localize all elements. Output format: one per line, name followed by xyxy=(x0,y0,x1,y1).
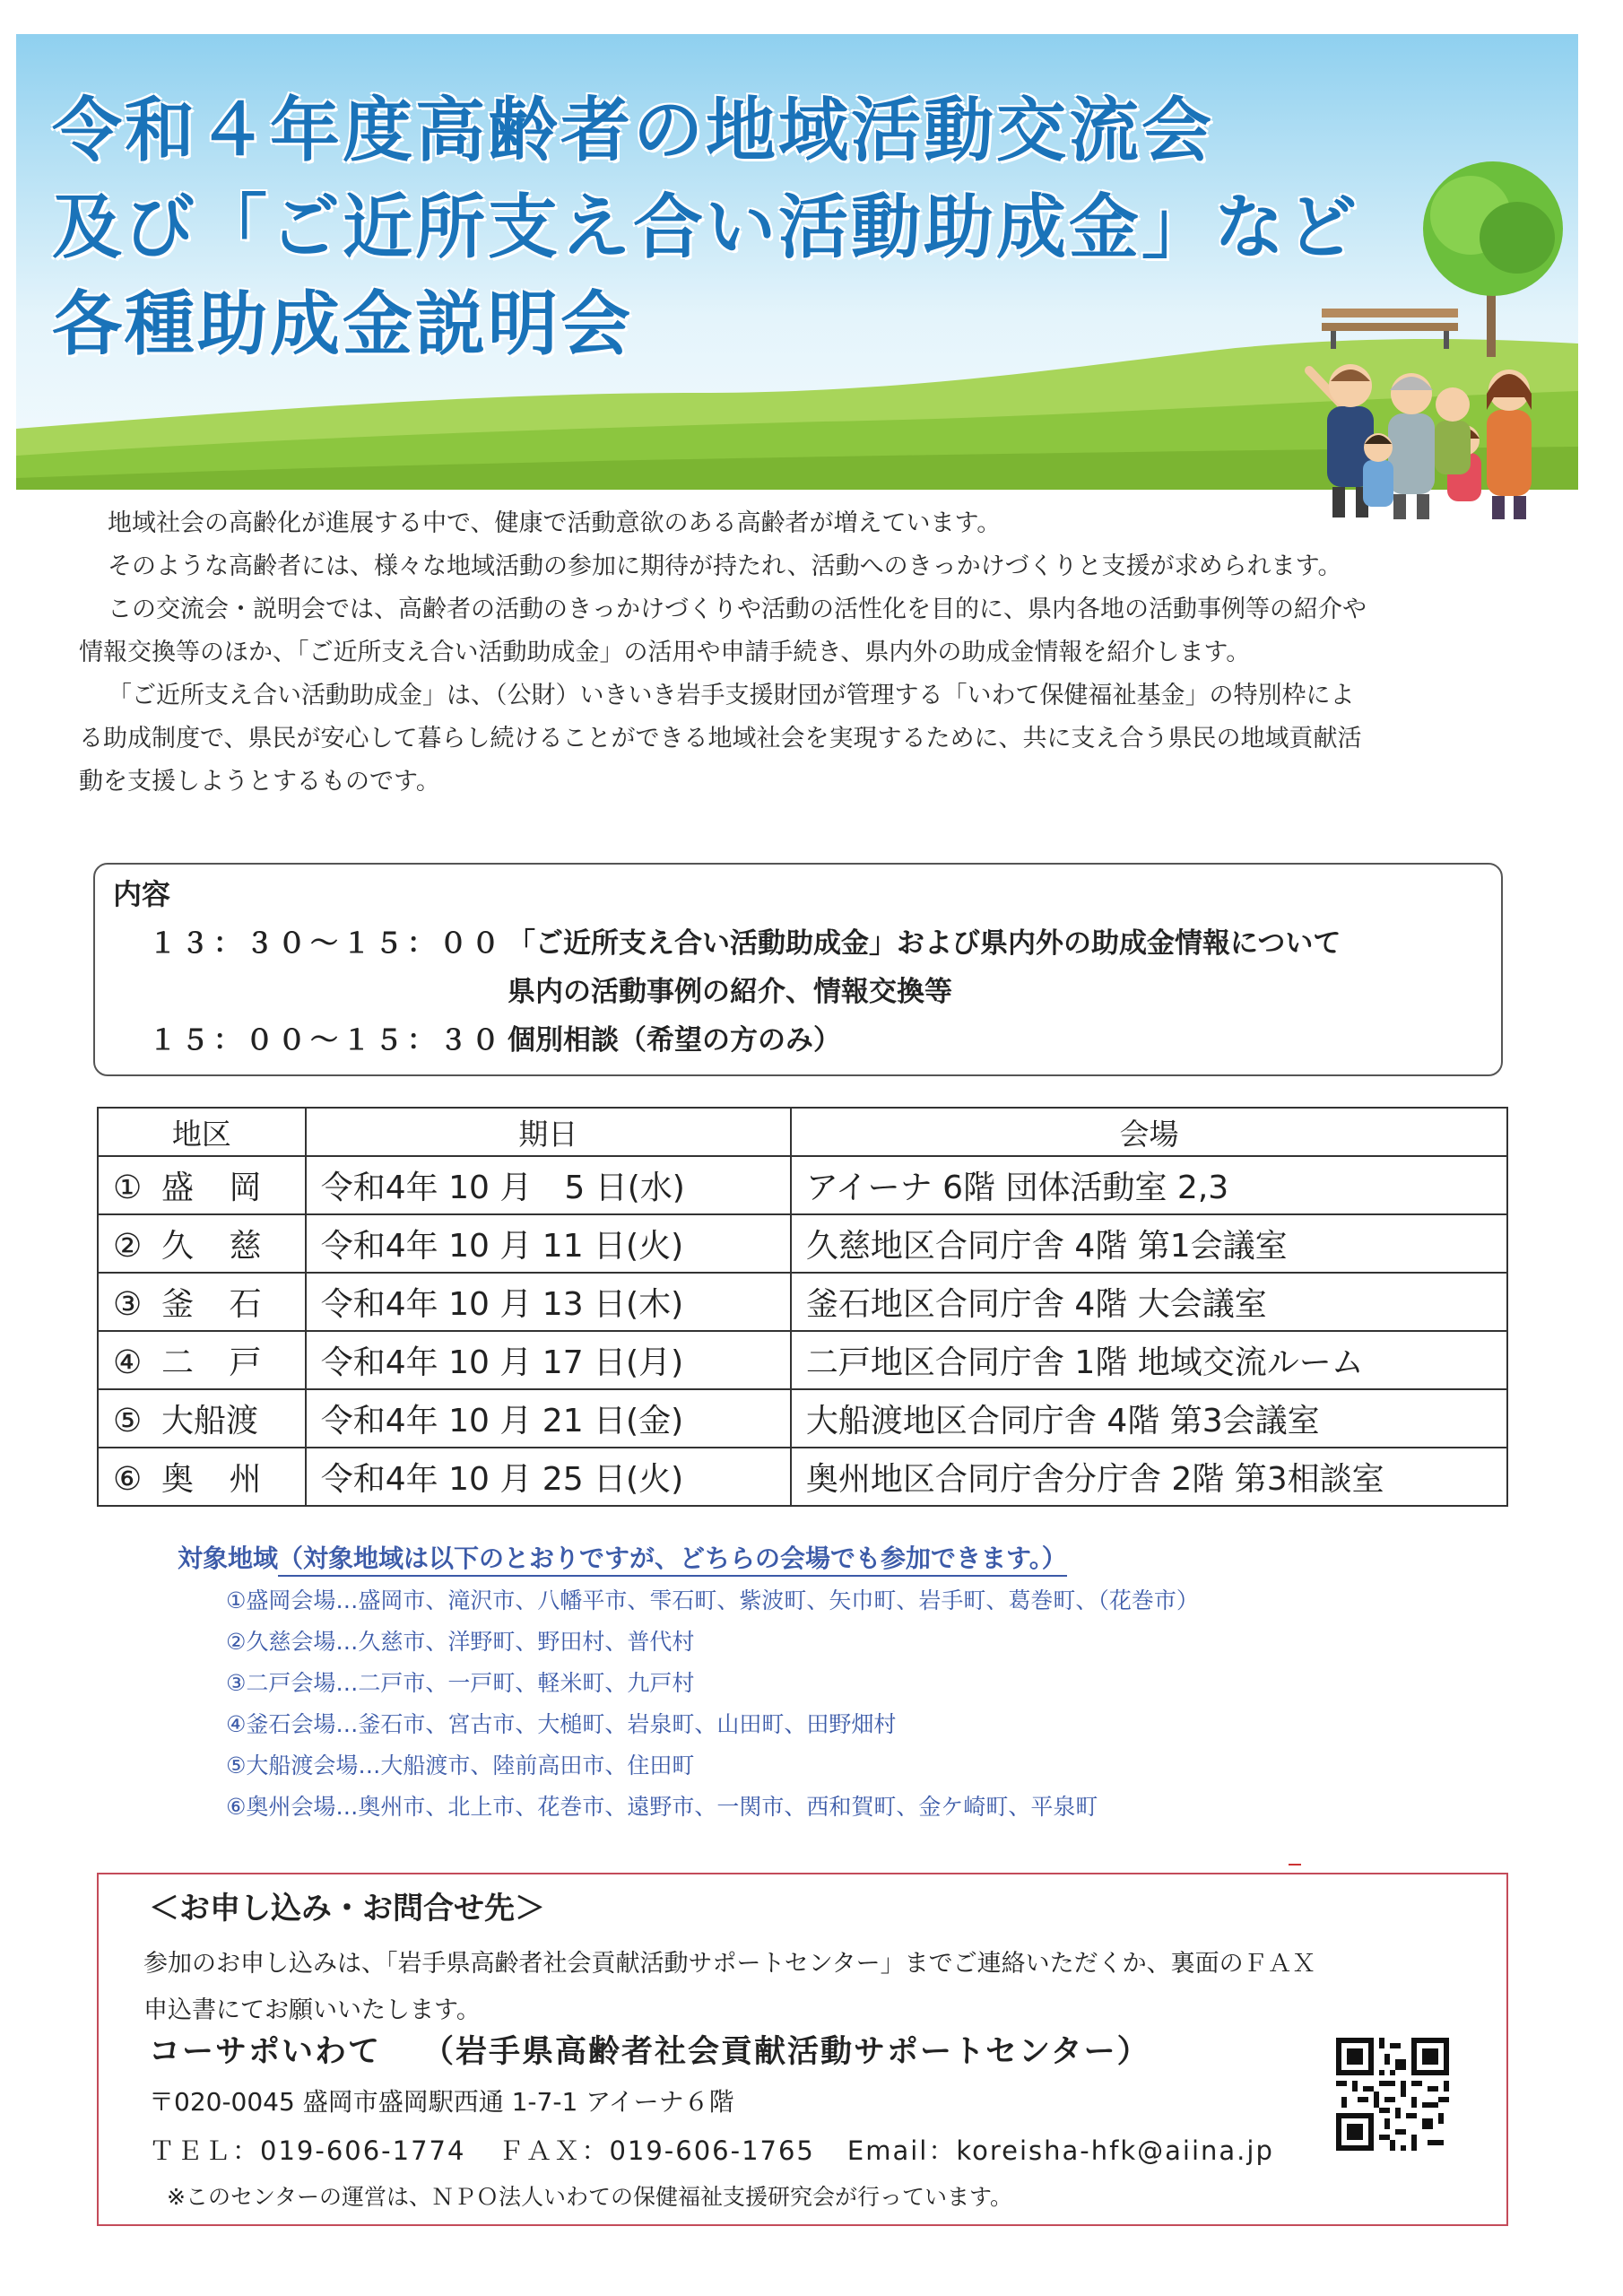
list-item: ④釜石会場…釜石市、宮古市、大槌町、岩泉町、山田町、田野畑村 xyxy=(226,1711,897,1737)
family-illustration xyxy=(1291,354,1560,525)
operator-note: ※このセンターの運営は、ＮＰＯ法人いわての保健福祉支援研究会が行っています。 xyxy=(167,2184,1012,2210)
district: 大船渡 xyxy=(161,1403,259,1439)
qr-code[interactable] xyxy=(1336,2038,1449,2151)
district: 盛 岡 xyxy=(161,1170,274,1206)
program-time-1: １３：３０～１５：００ xyxy=(149,927,504,960)
table-row xyxy=(98,1448,1507,1506)
district: 二 戸 xyxy=(161,1344,274,1381)
district: 釜 石 xyxy=(161,1286,274,1323)
program-desc-2: 個別相談（希望の方のみ） xyxy=(508,1024,841,1057)
row-number: ⑥ xyxy=(113,1461,143,1498)
contact-numbers xyxy=(149,2131,1274,2168)
venue-cell: 奥州地区合同庁舎分庁舎 2階 第3相談室 xyxy=(791,1448,1507,1506)
program-time-2: １５：００～１５：３０ xyxy=(149,1024,504,1057)
title-line-2: 及び「ご近所支え合い活動助成金」など xyxy=(52,187,1360,268)
intro-line: そのような高齢者には、様々な地域活動の参加に期待が持たれ、活動へのきっかけづくりと支援が求められます。 xyxy=(108,552,1342,580)
venue-cell: 二戸地区合同庁舎 1階 地域交流ルーム xyxy=(791,1331,1507,1389)
page-title xyxy=(52,83,1359,373)
date-cell: 令和4年 10 月 13 日(木) xyxy=(306,1273,791,1331)
venue-cell: 大船渡地区合同庁舎 4階 第3会議室 xyxy=(791,1389,1507,1448)
date-cell: 令和4年 10 月 11 日(火) xyxy=(306,1214,791,1273)
district: 久 慈 xyxy=(161,1228,274,1265)
column-header: 地区 xyxy=(98,1108,306,1156)
contact-body-line: 申込書にてお願いいたします。 xyxy=(143,1996,481,2024)
table-row xyxy=(98,1331,1507,1389)
district: 奥 州 xyxy=(161,1461,274,1498)
program-heading: 内容 xyxy=(113,877,171,911)
venue-cell: 久慈地区合同庁舎 4階 第1会議室 xyxy=(791,1214,1507,1273)
organization-name: コーサポいわて xyxy=(149,2034,382,2070)
title-line-1: 令和４年度高齢者の地域活動交流会 xyxy=(52,91,1215,171)
date-cell: 令和4年 10 月 17 日(月) xyxy=(306,1331,791,1389)
intro-line: る助成制度で、県民が安心して暮らし続けることができる地域社会を実現するために、共に支え合う県民の地域貢献活 xyxy=(79,725,1362,752)
intro-line: 動を支援しようとするものです。 xyxy=(79,768,440,796)
contact-body xyxy=(143,1941,1316,2034)
divider-mark xyxy=(1289,1864,1301,1866)
column-header: 期日 xyxy=(306,1108,791,1156)
table-header-row xyxy=(98,1108,1507,1156)
intro-line: この交流会・説明会では、高齢者の活動のきっかけづくりや活動の活性化を目的に、県内各地の活動事例等の紹介や xyxy=(108,596,1367,623)
date-cell: 令和4年 10 月 21 日(金) xyxy=(306,1389,791,1448)
row-number: ③ xyxy=(113,1286,143,1323)
program-desc-1a: 「ご近所支え合い活動助成金」および県内外の助成金情報について xyxy=(508,927,1341,960)
intro-line: 地域社会の高齢化が進展する中で、健康で活動意欲のある高齢者が増えています。 xyxy=(108,509,1002,537)
row-number: ② xyxy=(113,1228,143,1265)
date-cell: 令和4年 10 月 5 日(水) xyxy=(306,1156,791,1214)
list-item: ③二戸会場…二戸市、一戸町、軽米町、九戸村 xyxy=(226,1670,695,1696)
title-line-3: 各種助成金説明会 xyxy=(52,284,634,365)
address: 〒020-0045 盛岡市盛岡駅西通 1-7-1 アイーナ６階 xyxy=(149,2087,734,2117)
list-item: ⑥奥州会場…奥州市、北上市、花巻市、遠野市、一関市、西和賀町、金ケ崎町、平泉町 xyxy=(226,1794,1098,1820)
contact-body-line: 参加のお申し込みは、「岩手県高齢者社会貢献活動サポートセンター」までご連絡いただくか、裏面のＦＡＸ xyxy=(143,1950,1316,1978)
target-areas-heading xyxy=(178,1539,1199,1575)
table-row xyxy=(98,1214,1507,1273)
column-header: 会場 xyxy=(791,1108,1507,1156)
fax-number: ＦＡＸ：019-606-1765 xyxy=(498,2135,815,2166)
target-areas-note: （対象地域は以下のとおりですが、どちらの会場でも参加できます。） xyxy=(278,1544,1067,1577)
table-row xyxy=(98,1389,1507,1448)
row-number: ⑤ xyxy=(113,1403,143,1439)
table-row xyxy=(98,1273,1507,1331)
target-areas xyxy=(178,1539,1199,1828)
intro-line: 「ご近所支え合い活動助成金」は、（公財）いきいき岩手支援財団が管理する「いわて保健福祉基金」の特別枠によ xyxy=(108,682,1355,709)
list-item: ①盛岡会場…盛岡市、滝沢市、八幡平市、雫石町、紫波町、矢巾町、岩手町、葛巻町、（花巻市） xyxy=(226,1587,1199,1613)
row-number: ④ xyxy=(113,1344,143,1381)
venue-cell: 釜石地区合同庁舎 4階 大会議室 xyxy=(791,1273,1507,1331)
list-item: ②久慈会場…久慈市、洋野町、野田村、普代村 xyxy=(226,1629,695,1655)
program-box xyxy=(93,863,1503,1076)
phone-number: ＴＥＬ：019-606-1774 xyxy=(149,2135,466,2166)
organization-full-name: （岩手県高齢者社会貢献活動サポートセンター） xyxy=(422,2034,1150,2070)
table-row xyxy=(98,1156,1507,1214)
target-areas-label: 対象地域 xyxy=(178,1544,279,1573)
schedule-table xyxy=(97,1107,1508,1507)
email-address[interactable]: Email：koreisha-hfk@aiina.jp xyxy=(846,2135,1274,2166)
date-cell: 令和4年 10 月 25 日(火) xyxy=(306,1448,791,1506)
list-item: ⑤大船渡会場…大船渡市、陸前高田市、住田町 xyxy=(226,1752,695,1779)
intro-line: 情報交換等のほか、「ご近所支え合い活動助成金」の活用や申請手続き、県内外の助成金情報を紹介します。 xyxy=(79,639,1251,666)
organization xyxy=(149,2027,1150,2072)
contact-title: ＜お申し込み・お問合せ先＞ xyxy=(149,1891,545,1926)
program-desc-1b: 県内の活動事例の紹介、情報交換等 xyxy=(508,976,952,1008)
venue-cell: アイーナ 6階 団体活動室 2,3 xyxy=(791,1156,1507,1214)
row-number: ① xyxy=(113,1170,143,1206)
contact-box xyxy=(97,1873,1508,2226)
intro-text xyxy=(79,502,1532,804)
target-areas-list xyxy=(226,1580,1199,1828)
